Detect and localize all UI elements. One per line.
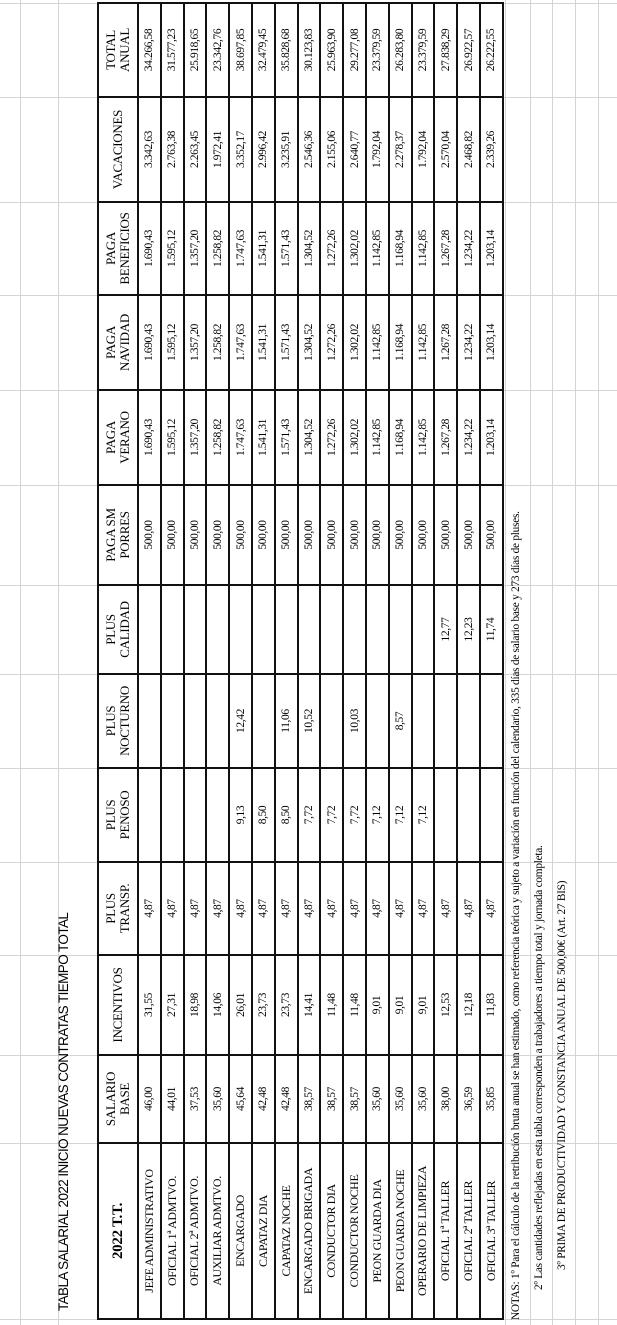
cell-paga-verano: 1.747,63 <box>229 390 252 485</box>
column-header-job-title <box>98 1143 138 1319</box>
cell-job-title: OFICIAL 2ª TALLER <box>457 1143 480 1319</box>
cell-paga-navidad: 1.571,43 <box>275 295 298 390</box>
cell-plus-calidad <box>161 585 184 674</box>
cell-paga-verano: 1.272,26 <box>320 390 343 485</box>
cell-job-title: ENCARGADO <box>229 1143 252 1319</box>
cell-plus-calidad <box>366 585 389 674</box>
cell-plus-transp: 4,87 <box>138 862 161 955</box>
cell-plus-calidad <box>412 585 435 674</box>
cell-plus-transp: 4,87 <box>184 862 207 955</box>
cell-paga-verano: 1.302,02 <box>343 390 366 485</box>
cell-salario-base: 35,60 <box>412 1055 435 1143</box>
cell-paga-beneficios: 1.571,43 <box>275 202 298 295</box>
cell-plus-transp: 4,87 <box>457 862 480 955</box>
cell-job-title: OFICIAL 1ª TALLER <box>434 1143 457 1319</box>
cell-paga-beneficios: 1.304,52 <box>298 202 321 295</box>
table-row <box>161 3 184 1319</box>
cell-incentivos: 27,31 <box>161 955 184 1055</box>
table-row <box>229 3 252 1319</box>
cell-plus-penoso: 8,50 <box>275 768 298 862</box>
table-row <box>366 3 389 1319</box>
cell-paga-beneficios: 1.267,28 <box>434 202 457 295</box>
cell-incentivos: 12,18 <box>457 955 480 1055</box>
gridline <box>575 0 576 1325</box>
cell-plus-penoso: 7,12 <box>366 768 389 862</box>
cell-plus-nocturno <box>161 674 184 768</box>
cell-salario-base: 36,59 <box>457 1055 480 1143</box>
cell-job-title: OFICIAL 1ª ADMTVO. <box>161 1143 184 1319</box>
table-title: TABLA SALARIAL 2022 INICIO NUEVAS CONTRATAS TIEMPO TOTAL <box>56 912 71 1311</box>
header-line-2: VERANO <box>117 411 132 464</box>
header-line-2: NOCTURNO <box>117 686 132 756</box>
cell-total-anual: 38.697,85 <box>229 3 252 97</box>
cell-plus-calidad: 12,77 <box>434 585 457 674</box>
column-header-paga-navidad <box>98 295 138 390</box>
cell-job-title: ENCARGADO BRIGADA <box>298 1143 321 1319</box>
cell-salario-base: 38,57 <box>298 1055 321 1143</box>
cell-paga-verano: 1.258,82 <box>206 390 229 485</box>
cell-plus-penoso <box>184 768 207 862</box>
cell-plus-transp: 4,87 <box>320 862 343 955</box>
cell-paga-beneficios: 1.234,22 <box>457 202 480 295</box>
cell-paga-navidad: 1.595,12 <box>161 295 184 390</box>
cell-paga-verano: 1.203,14 <box>480 390 503 485</box>
cell-plus-transp: 4,87 <box>252 862 275 955</box>
cell-vacaciones: 2.468,82 <box>457 97 480 202</box>
cell-incentivos: 23,73 <box>275 955 298 1055</box>
cell-salario-base: 45,64 <box>229 1055 252 1143</box>
cell-paga-verano: 1.267,28 <box>434 390 457 485</box>
cell-plus-transp: 4,87 <box>389 862 412 955</box>
cell-plus-nocturno: 8,57 <box>389 674 412 768</box>
cell-paga-verano: 1.142,85 <box>366 390 389 485</box>
cell-plus-transp: 4,87 <box>366 862 389 955</box>
cell-vacaciones: 2.763,38 <box>161 97 184 202</box>
cell-paga-sm-porres: 500,00 <box>457 485 480 585</box>
cell-salario-base: 35,85 <box>480 1055 503 1143</box>
cell-incentivos: 9,01 <box>366 955 389 1055</box>
gridline <box>598 0 599 1325</box>
header-line-2: BASE <box>117 1082 132 1116</box>
cell-salario-base: 38,57 <box>320 1055 343 1143</box>
cell-incentivos: 14,41 <box>298 955 321 1055</box>
table-row <box>320 3 343 1319</box>
cell-total-anual: 26.222,55 <box>480 3 503 97</box>
cell-paga-sm-porres: 500,00 <box>184 485 207 585</box>
column-header-paga-beneficios <box>98 202 138 295</box>
cell-salario-base: 35,60 <box>389 1055 412 1143</box>
cell-paga-navidad: 1.304,52 <box>298 295 321 390</box>
table-row <box>389 3 412 1319</box>
table-row <box>480 3 503 1319</box>
header-line-1: PAGA SM <box>103 508 118 562</box>
cell-total-anual: 30.123,83 <box>298 3 321 97</box>
cell-job-title: OPERARIO DE LIMPIEZA <box>412 1143 435 1319</box>
cell-paga-beneficios: 1.747,63 <box>229 202 252 295</box>
cell-vacaciones: 2.996,42 <box>252 97 275 202</box>
cell-total-anual: 25.963,90 <box>320 3 343 97</box>
note-3: 3º PRIMA DE PRODUCTIVIDAD Y CONSTANCIA ANUAL DE 500,00€ (Art. 27 BIS) <box>556 880 568 1270</box>
cell-paga-beneficios: 1.272,26 <box>320 202 343 295</box>
cell-paga-verano: 1.357,20 <box>184 390 207 485</box>
header-line-2: NAVIDAD <box>117 314 132 371</box>
cell-plus-calidad <box>275 585 298 674</box>
cell-total-anual: 27.838,29 <box>434 3 457 97</box>
header-line-1: VACACIONES <box>110 109 125 190</box>
header-line-2: BENEFICIOS <box>117 212 132 285</box>
cell-paga-verano: 1.595,12 <box>161 390 184 485</box>
column-header-plus-nocturno <box>98 674 138 768</box>
cell-plus-penoso: 7,72 <box>320 768 343 862</box>
column-header-total-anual <box>98 3 138 97</box>
cell-plus-transp: 4,87 <box>434 862 457 955</box>
gridline <box>552 0 553 1325</box>
header-line-1: PAGA <box>103 421 118 455</box>
cell-incentivos: 11,83 <box>480 955 503 1055</box>
header-line-1: INCENTIVOS <box>110 967 125 1043</box>
cell-plus-calidad: 12,23 <box>457 585 480 674</box>
cell-plus-nocturno: 12,42 <box>229 674 252 768</box>
table-row <box>206 3 229 1319</box>
header-line-1: PAGA <box>103 232 118 266</box>
cell-paga-beneficios: 1.142,85 <box>412 202 435 295</box>
cell-plus-penoso <box>206 768 229 862</box>
cell-vacaciones: 2.546,36 <box>298 97 321 202</box>
cell-paga-navidad: 1.142,85 <box>366 295 389 390</box>
column-header-incentivos <box>98 955 138 1055</box>
cell-vacaciones: 1.972,41 <box>206 97 229 202</box>
header-line-2: CALIDAD <box>117 601 132 658</box>
cell-vacaciones: 1.792,04 <box>412 97 435 202</box>
cell-salario-base: 42,48 <box>252 1055 275 1143</box>
cell-plus-nocturno <box>138 674 161 768</box>
cell-vacaciones: 2.640,77 <box>343 97 366 202</box>
cell-plus-nocturno <box>412 674 435 768</box>
cell-paga-sm-porres: 500,00 <box>480 485 503 585</box>
cell-paga-sm-porres: 500,00 <box>366 485 389 585</box>
cell-plus-calidad <box>298 585 321 674</box>
cell-paga-sm-porres: 500,00 <box>229 485 252 585</box>
cell-incentivos: 9,01 <box>412 955 435 1055</box>
cell-paga-navidad: 1.690,43 <box>138 295 161 390</box>
cell-total-anual: 23.342,76 <box>206 3 229 97</box>
cell-plus-nocturno <box>434 674 457 768</box>
cell-vacaciones: 1.792,04 <box>366 97 389 202</box>
cell-incentivos: 11,48 <box>343 955 366 1055</box>
cell-plus-penoso <box>434 768 457 862</box>
cell-plus-penoso: 7,72 <box>343 768 366 862</box>
cell-job-title: JEFE ADMINISTRATIVO <box>138 1143 161 1319</box>
header-line-2: TRANSP. <box>117 883 132 934</box>
cell-paga-sm-porres: 500,00 <box>138 485 161 585</box>
cell-salario-base: 44,01 <box>161 1055 184 1143</box>
cell-paga-sm-porres: 500,00 <box>343 485 366 585</box>
column-header-vacaciones <box>98 97 138 202</box>
cell-total-anual: 23.379,59 <box>366 3 389 97</box>
cell-paga-navidad: 1.541,31 <box>252 295 275 390</box>
cell-plus-transp: 4,87 <box>161 862 184 955</box>
cell-plus-calidad <box>343 585 366 674</box>
header-row <box>98 3 138 1319</box>
cell-paga-navidad: 1.357,20 <box>184 295 207 390</box>
header-line-1: PLUS <box>103 893 118 924</box>
cell-job-title: CAPATAZ DIA <box>252 1143 275 1319</box>
cell-plus-transp: 4,87 <box>480 862 503 955</box>
header-line-2: PORRES <box>117 511 132 559</box>
cell-incentivos: 9,01 <box>389 955 412 1055</box>
header-line-1: SALARIO <box>103 1071 118 1127</box>
cell-paga-navidad: 1.302,02 <box>343 295 366 390</box>
cell-plus-calidad: 11,74 <box>480 585 503 674</box>
cell-plus-transp: 4,87 <box>275 862 298 955</box>
cell-paga-sm-porres: 500,00 <box>298 485 321 585</box>
cell-plus-penoso: 7,12 <box>389 768 412 862</box>
cell-incentivos: 18,98 <box>184 955 207 1055</box>
cell-paga-sm-porres: 500,00 <box>161 485 184 585</box>
table-row <box>138 3 161 1319</box>
cell-job-title: PEON GUARDA NOCHE <box>389 1143 412 1319</box>
cell-plus-calidad <box>138 585 161 674</box>
column-header-paga-verano <box>98 390 138 485</box>
table-row <box>298 3 321 1319</box>
cell-paga-beneficios: 1.541,31 <box>252 202 275 295</box>
cell-total-anual: 31.577,23 <box>161 3 184 97</box>
cell-paga-sm-porres: 500,00 <box>389 485 412 585</box>
cell-salario-base: 42,48 <box>275 1055 298 1143</box>
cell-paga-sm-porres: 500,00 <box>320 485 343 585</box>
cell-total-anual: 23.379,59 <box>412 3 435 97</box>
cell-total-anual: 34.266,58 <box>138 3 161 97</box>
note-1: NOTAS: 1º Para el cálculo de la retribución bruta anual se han estimado, como referencia teórica y sujeto a variación en función del calendario, 335 días de salario base y 273 días de pluses. <box>510 511 522 1320</box>
cell-incentivos: 26,01 <box>229 955 252 1055</box>
cell-vacaciones: 3.235,91 <box>275 97 298 202</box>
cell-paga-navidad: 1.168,94 <box>389 295 412 390</box>
header-line-1: PLUS <box>103 799 118 831</box>
cell-plus-nocturno: 10,03 <box>343 674 366 768</box>
cell-job-title: PEON GUARDA DIA <box>366 1143 389 1319</box>
cell-plus-nocturno: 10,52 <box>298 674 321 768</box>
column-header-plus-transp <box>98 862 138 955</box>
cell-incentivos: 14,06 <box>206 955 229 1055</box>
cell-plus-calidad <box>389 585 412 674</box>
cell-plus-transp: 4,87 <box>206 862 229 955</box>
cell-total-anual: 26.283,80 <box>389 3 412 97</box>
note-2: 2º Las cantidades reflejadas en esta tabla corresponden a trabajadores a tiempo total y jornada completa. <box>533 845 545 1290</box>
cell-paga-navidad: 1.258,82 <box>206 295 229 390</box>
cell-plus-penoso: 9,13 <box>229 768 252 862</box>
table-row <box>343 3 366 1319</box>
cell-plus-nocturno: 11,06 <box>275 674 298 768</box>
cell-salario-base: 35,60 <box>206 1055 229 1143</box>
column-header-salario-base <box>98 1055 138 1143</box>
cell-paga-verano: 1.142,85 <box>412 390 435 485</box>
cell-salario-base: 38,57 <box>343 1055 366 1143</box>
cell-incentivos: 11,48 <box>320 955 343 1055</box>
cell-paga-beneficios: 1.302,02 <box>343 202 366 295</box>
cell-plus-calidad <box>320 585 343 674</box>
cell-paga-beneficios: 1.595,12 <box>161 202 184 295</box>
table-row <box>412 3 435 1319</box>
header-line-1: 2022 T.T. <box>110 1202 126 1260</box>
cell-plus-penoso: 8,50 <box>252 768 275 862</box>
cell-job-title: OFICIAL 3ª TALLER <box>480 1143 503 1319</box>
cell-paga-sm-porres: 500,00 <box>412 485 435 585</box>
column-header-plus-calidad <box>98 585 138 674</box>
cell-salario-base: 37,53 <box>184 1055 207 1143</box>
gridline <box>530 0 531 1325</box>
cell-paga-beneficios: 1.357,20 <box>184 202 207 295</box>
cell-paga-navidad: 1.203,14 <box>480 295 503 390</box>
cell-job-title: OFICIAL 2ª ADMTVO. <box>184 1143 207 1319</box>
cell-paga-navidad: 1.267,28 <box>434 295 457 390</box>
cell-paga-navidad: 1.234,22 <box>457 295 480 390</box>
cell-paga-sm-porres: 500,00 <box>434 485 457 585</box>
cell-paga-verano: 1.541,31 <box>252 390 275 485</box>
cell-paga-verano: 1.690,43 <box>138 390 161 485</box>
cell-plus-penoso: 7,72 <box>298 768 321 862</box>
table-row <box>457 3 480 1319</box>
salary-table <box>97 2 504 1320</box>
cell-job-title: AUXILIAR ADMTVO. <box>206 1143 229 1319</box>
header-line-1: PLUS <box>103 614 118 645</box>
cell-paga-beneficios: 1.142,85 <box>366 202 389 295</box>
cell-job-title: CAPATAZ NOCHE <box>275 1143 298 1319</box>
cell-paga-beneficios: 1.258,82 <box>206 202 229 295</box>
cell-vacaciones: 2.263,45 <box>184 97 207 202</box>
cell-plus-nocturno <box>457 674 480 768</box>
cell-vacaciones: 2.570,04 <box>434 97 457 202</box>
cell-paga-verano: 1.234,22 <box>457 390 480 485</box>
cell-paga-verano: 1.304,52 <box>298 390 321 485</box>
cell-paga-verano: 1.571,43 <box>275 390 298 485</box>
cell-plus-penoso: 7,12 <box>412 768 435 862</box>
cell-total-anual: 29.277,08 <box>343 3 366 97</box>
cell-vacaciones: 2.155,06 <box>320 97 343 202</box>
header-line-1: PLUS <box>103 705 118 737</box>
cell-paga-sm-porres: 500,00 <box>275 485 298 585</box>
cell-salario-base: 35,60 <box>366 1055 389 1143</box>
header-line-2: ANUAL <box>117 28 132 72</box>
cell-total-anual: 35.828,68 <box>275 3 298 97</box>
cell-plus-nocturno <box>320 674 343 768</box>
cell-job-title: CONDUCTOR DIA <box>320 1143 343 1319</box>
cell-incentivos: 23,73 <box>252 955 275 1055</box>
cell-vacaciones: 2.278,37 <box>389 97 412 202</box>
cell-job-title: CONDUCTOR NOCHE <box>343 1143 366 1319</box>
cell-plus-calidad <box>229 585 252 674</box>
table-row <box>275 3 298 1319</box>
cell-vacaciones: 2.339,26 <box>480 97 503 202</box>
cell-incentivos: 31,55 <box>138 955 161 1055</box>
cell-total-anual: 26.922,57 <box>457 3 480 97</box>
header-line-2: PENOSO <box>117 790 132 840</box>
cell-plus-nocturno <box>206 674 229 768</box>
cell-plus-penoso <box>457 768 480 862</box>
cell-paga-sm-porres: 500,00 <box>206 485 229 585</box>
cell-plus-nocturno <box>480 674 503 768</box>
header-line-1: PAGA <box>103 326 118 360</box>
cell-paga-beneficios: 1.168,94 <box>389 202 412 295</box>
table-row <box>434 3 457 1319</box>
cell-plus-transp: 4,87 <box>343 862 366 955</box>
cell-total-anual: 25.918,65 <box>184 3 207 97</box>
cell-paga-navidad: 1.747,63 <box>229 295 252 390</box>
cell-paga-beneficios: 1.203,14 <box>480 202 503 295</box>
table-row <box>252 3 275 1319</box>
cell-salario-base: 46,00 <box>138 1055 161 1143</box>
header-line-1: TOTAL <box>103 30 118 70</box>
cell-plus-nocturno <box>184 674 207 768</box>
cell-plus-calidad <box>206 585 229 674</box>
gridline <box>505 0 506 1325</box>
cell-paga-beneficios: 1.690,43 <box>138 202 161 295</box>
cell-paga-sm-porres: 500,00 <box>252 485 275 585</box>
column-header-plus-penoso <box>98 768 138 862</box>
cell-paga-navidad: 1.142,85 <box>412 295 435 390</box>
cell-plus-nocturno <box>366 674 389 768</box>
cell-plus-penoso <box>480 768 503 862</box>
table-row <box>184 3 207 1319</box>
column-header-paga-sm-porres <box>98 485 138 585</box>
cell-plus-penoso <box>161 768 184 862</box>
cell-plus-transp: 4,87 <box>298 862 321 955</box>
cell-paga-verano: 1.168,94 <box>389 390 412 485</box>
cell-plus-nocturno <box>252 674 275 768</box>
cell-vacaciones: 3.342,63 <box>138 97 161 202</box>
cell-salario-base: 38,00 <box>434 1055 457 1143</box>
gridline <box>20 0 21 1325</box>
cell-plus-transp: 4,87 <box>412 862 435 955</box>
cell-plus-penoso <box>138 768 161 862</box>
cell-total-anual: 32.479,45 <box>252 3 275 97</box>
cell-plus-calidad <box>184 585 207 674</box>
cell-vacaciones: 3.352,17 <box>229 97 252 202</box>
cell-incentivos: 12,53 <box>434 955 457 1055</box>
cell-paga-navidad: 1.272,26 <box>320 295 343 390</box>
cell-plus-transp: 4,87 <box>229 862 252 955</box>
cell-plus-calidad <box>252 585 275 674</box>
